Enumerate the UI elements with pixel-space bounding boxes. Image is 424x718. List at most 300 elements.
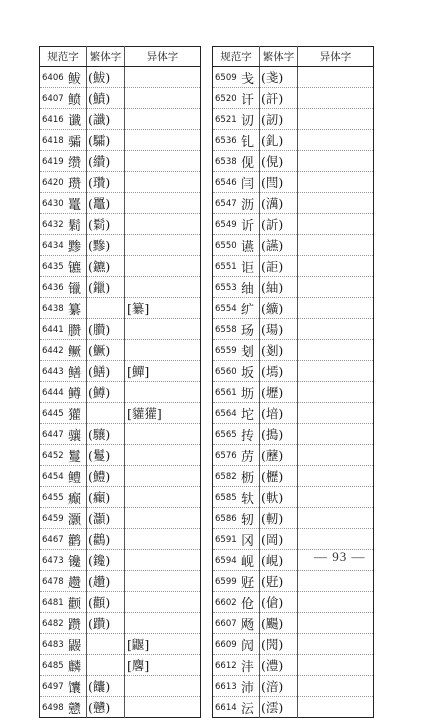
variant-character <box>125 193 201 214</box>
header-traditional: 繁体字 <box>260 47 298 67</box>
standard-cell <box>40 109 87 130</box>
variant-character <box>298 445 374 466</box>
right-character-table <box>212 46 374 718</box>
traditional-character: (鱒) <box>87 382 125 403</box>
standard-cell <box>40 340 87 361</box>
variant-character <box>298 655 374 676</box>
variant-character: [鼴] <box>125 634 201 655</box>
traditional-character: (饢) <box>87 676 125 697</box>
character-code: 6536 <box>215 135 237 146</box>
traditional-character: (颺) <box>260 613 298 634</box>
table-row <box>213 256 374 277</box>
variant-character <box>125 487 201 508</box>
variant-character <box>125 277 201 298</box>
table-row <box>213 277 374 298</box>
variant-character <box>125 256 201 277</box>
standard-cell <box>213 256 260 277</box>
standard-cell <box>213 109 260 130</box>
standard-cell <box>213 403 260 424</box>
variant-character <box>298 67 374 88</box>
standard-cell <box>213 319 260 340</box>
standard-cell <box>213 508 260 529</box>
character-code: 6538 <box>215 156 237 167</box>
character-code: 6478 <box>42 576 64 587</box>
traditional-character: (澫) <box>260 193 298 214</box>
variant-character <box>125 697 201 718</box>
traditional-character: (櫪) <box>260 466 298 487</box>
traditional-character: (峴) <box>260 550 298 571</box>
variant-character <box>298 151 374 172</box>
traditional-character: (湆) <box>260 676 298 697</box>
standard-cell <box>40 361 87 382</box>
standard-cell <box>40 676 87 697</box>
table-row <box>40 634 201 655</box>
variant-character <box>298 340 374 361</box>
traditional-character: (墕) <box>260 361 298 382</box>
standard-character: 飏 <box>241 618 255 633</box>
character-code: 6419 <box>42 156 64 167</box>
page-number: — 93 — <box>314 549 366 564</box>
standard-character: 躜 <box>68 618 82 633</box>
traditional-character: (詎) <box>260 256 298 277</box>
standard-cell <box>213 340 260 361</box>
table-row <box>40 487 201 508</box>
standard-character: 讱 <box>241 114 255 129</box>
traditional-character: (纊) <box>260 298 298 319</box>
table-row <box>40 676 201 697</box>
variant-character <box>125 151 201 172</box>
character-code: 6467 <box>42 534 64 545</box>
standard-character: 伣 <box>241 156 255 171</box>
standard-character: 鹳 <box>68 534 82 549</box>
variant-character <box>298 403 374 424</box>
variant-character <box>125 67 201 88</box>
table-row <box>40 424 201 445</box>
traditional-character: (戇) <box>87 697 125 718</box>
standard-character: 鳟 <box>68 387 82 402</box>
character-code: 6497 <box>42 681 64 692</box>
variant-character <box>298 109 374 130</box>
standard-cell <box>40 508 87 529</box>
variant-character <box>125 445 201 466</box>
standard-character: 鲅 <box>68 72 82 87</box>
standard-character: 抟 <box>241 429 255 444</box>
traditional-character: (驤) <box>87 424 125 445</box>
standard-cell <box>40 88 87 109</box>
character-code: 6452 <box>42 450 64 461</box>
variant-character <box>298 529 374 550</box>
standard-cell <box>40 193 87 214</box>
character-code: 6473 <box>42 555 64 566</box>
variant-character <box>125 214 201 235</box>
standard-character: 鼍 <box>68 198 82 213</box>
standard-character: 癫 <box>68 492 82 507</box>
standard-cell <box>213 466 260 487</box>
character-code: 6481 <box>42 597 64 608</box>
variant-character <box>125 424 201 445</box>
character-code: 6483 <box>42 639 64 650</box>
standard-character: 坨 <box>241 408 255 423</box>
standard-character: 讦 <box>241 93 255 108</box>
table-row <box>213 298 374 319</box>
variant-character <box>298 697 374 718</box>
character-code: 6551 <box>215 261 237 272</box>
table-row <box>40 445 201 466</box>
character-code: 6565 <box>215 429 237 440</box>
variant-character <box>298 88 374 109</box>
traditional-character: (紬) <box>260 277 298 298</box>
character-code: 6559 <box>215 345 237 356</box>
standard-cell <box>40 445 87 466</box>
standard-cell <box>40 319 87 340</box>
table-row <box>40 319 201 340</box>
left-character-table <box>39 46 201 718</box>
variant-character <box>298 193 374 214</box>
traditional-character: (顴) <box>87 592 125 613</box>
character-code: 6549 <box>215 219 237 230</box>
traditional-character: (剗) <box>260 340 298 361</box>
standard-character: 纩 <box>241 303 255 318</box>
standard-character: 臜 <box>68 324 82 339</box>
standard-cell <box>213 361 260 382</box>
standard-cell <box>40 613 87 634</box>
standard-cell <box>40 466 87 487</box>
table-row <box>213 214 374 235</box>
character-code: 6447 <box>42 429 64 440</box>
variant-character: [鱓] <box>125 361 201 382</box>
variant-character <box>298 235 374 256</box>
traditional-character: (鸛) <box>87 529 125 550</box>
header-variant: 异体字 <box>298 47 374 67</box>
variant-character <box>125 676 201 697</box>
character-code: 6442 <box>42 345 64 356</box>
variant-character <box>125 88 201 109</box>
table-row <box>213 487 374 508</box>
standard-character: 鳝 <box>68 366 82 381</box>
table-row <box>40 235 201 256</box>
table-row <box>213 382 374 403</box>
standard-cell <box>213 697 260 718</box>
variant-character <box>125 508 201 529</box>
table-row <box>40 67 201 88</box>
character-code: 6553 <box>215 282 237 293</box>
variant-character <box>125 235 201 256</box>
traditional-character: (鮁) <box>87 67 125 88</box>
standard-cell <box>213 130 260 151</box>
standard-cell <box>40 403 87 424</box>
standard-cell <box>213 424 260 445</box>
traditional-character: (訐) <box>260 88 298 109</box>
standard-character: 镳 <box>68 261 82 276</box>
standard-character: 冈 <box>241 534 255 549</box>
character-code: 6482 <box>42 618 64 629</box>
standard-character: 䜣 <box>241 219 255 234</box>
character-code: 6546 <box>215 177 237 188</box>
variant-character <box>298 319 374 340</box>
table-row <box>213 172 374 193</box>
table-row <box>213 403 374 424</box>
variant-character <box>125 172 201 193</box>
standard-character: 谶 <box>68 114 82 129</box>
traditional-character: (岡) <box>260 529 298 550</box>
character-code: 6550 <box>215 240 237 251</box>
table-row <box>213 445 374 466</box>
character-code: 6607 <box>215 618 237 629</box>
table-row <box>40 571 201 592</box>
standard-cell <box>213 676 260 697</box>
standard-character: 骧 <box>68 429 82 444</box>
table-row <box>213 529 374 550</box>
character-code: 6520 <box>215 93 237 104</box>
variant-character <box>125 340 201 361</box>
standard-cell <box>213 193 260 214</box>
variant-character <box>125 130 201 151</box>
traditional-character: (閌) <box>260 634 298 655</box>
table-row <box>213 319 374 340</box>
standard-character: 戋 <box>241 72 255 87</box>
traditional-character: (躦) <box>87 613 125 634</box>
character-code: 6430 <box>42 198 64 209</box>
table-row <box>213 571 374 592</box>
table-row <box>213 235 374 256</box>
standard-character: 骦 <box>68 135 82 150</box>
standard-character: 觃 <box>241 576 255 591</box>
table-row <box>213 151 374 172</box>
table-row <box>40 151 201 172</box>
standard-character: 䌷 <box>241 282 255 297</box>
character-code: 6485 <box>42 660 64 671</box>
table-row <box>213 130 374 151</box>
header-row <box>213 47 374 67</box>
character-code: 6434 <box>42 240 64 251</box>
standard-character: 颧 <box>68 597 82 612</box>
standard-cell <box>40 550 87 571</box>
table-row <box>40 550 201 571</box>
character-code: 6459 <box>42 513 64 524</box>
standard-character: 伧 <box>241 597 255 612</box>
standard-character: 钆 <box>241 135 255 150</box>
standard-cell <box>213 151 260 172</box>
standard-cell <box>213 655 260 676</box>
table-row <box>40 592 201 613</box>
variant-character <box>298 676 374 697</box>
table-row <box>213 508 374 529</box>
standard-cell <box>40 655 87 676</box>
table-row <box>213 676 374 697</box>
variant-character <box>298 298 374 319</box>
table-row <box>213 88 374 109</box>
character-code: 6591 <box>215 534 237 545</box>
standard-character: 镵 <box>68 555 82 570</box>
standard-cell <box>213 214 260 235</box>
standard-cell <box>40 67 87 88</box>
standard-cell <box>40 235 87 256</box>
variant-character <box>125 613 201 634</box>
standard-character: 闫 <box>241 177 255 192</box>
table-row <box>40 508 201 529</box>
standard-character: 鬘 <box>68 450 82 465</box>
table-row <box>213 361 374 382</box>
standard-cell <box>213 592 260 613</box>
standard-cell <box>213 235 260 256</box>
traditional-character: (堷) <box>260 403 298 424</box>
character-code: 6586 <box>215 513 237 524</box>
standard-character: 轫 <box>241 513 255 528</box>
standard-character: 沥 <box>241 198 255 213</box>
variant-character <box>298 487 374 508</box>
traditional-character: (纘) <box>87 151 125 172</box>
traditional-character: (澐) <box>260 697 298 718</box>
table-row <box>40 130 201 151</box>
table-row <box>40 277 201 298</box>
variant-character: [貛獾] <box>125 403 201 424</box>
traditional-character <box>87 298 125 319</box>
table-row <box>40 340 201 361</box>
character-code: 6454 <box>42 471 64 482</box>
standard-cell <box>40 298 87 319</box>
standard-character: 獾 <box>68 408 82 423</box>
character-code: 6576 <box>215 450 237 461</box>
traditional-character: (搗) <box>260 424 298 445</box>
character-code: 6418 <box>42 135 64 146</box>
character-code: 6420 <box>42 177 64 188</box>
character-code: 6435 <box>42 261 64 272</box>
character-code: 6445 <box>42 408 64 419</box>
character-code: 6558 <box>215 324 237 335</box>
variant-character <box>125 529 201 550</box>
character-code: 6609 <box>215 639 237 650</box>
character-code: 6547 <box>215 198 237 209</box>
traditional-character: (覎) <box>260 571 298 592</box>
standard-cell <box>40 529 87 550</box>
traditional-character: (瓚) <box>87 172 125 193</box>
character-code: 6443 <box>42 366 64 377</box>
standard-character: 馕 <box>68 681 82 696</box>
traditional-character <box>87 655 125 676</box>
standard-cell <box>40 382 87 403</box>
standard-character: 鳢 <box>68 471 82 486</box>
traditional-character: (鑱) <box>87 550 125 571</box>
header-standard: 规范字 <box>40 47 87 67</box>
traditional-character: (鼉) <box>87 193 125 214</box>
traditional-character: (藶) <box>260 445 298 466</box>
standard-cell <box>213 571 260 592</box>
character-code: 6582 <box>215 471 237 482</box>
character-code: 6561 <box>215 387 237 398</box>
table-row <box>40 361 201 382</box>
standard-cell <box>40 592 87 613</box>
table-row <box>213 109 374 130</box>
standard-cell <box>213 613 260 634</box>
table-row <box>40 256 201 277</box>
traditional-character: (鬁) <box>87 214 125 235</box>
table-row <box>40 298 201 319</box>
standard-character: 麟 <box>68 660 82 675</box>
standard-cell <box>213 382 260 403</box>
character-code: 6602 <box>215 597 237 608</box>
standard-cell <box>40 424 87 445</box>
character-code: 6521 <box>215 114 237 125</box>
standard-cell <box>40 172 87 193</box>
variant-character <box>298 508 374 529</box>
standard-cell <box>213 550 260 571</box>
table-row <box>40 193 201 214</box>
standard-cell <box>213 172 260 193</box>
standard-character: 轪 <box>241 492 255 507</box>
standard-character: 玚 <box>241 324 255 339</box>
character-code: 6612 <box>215 660 237 671</box>
variant-character <box>298 382 374 403</box>
character-code: 6436 <box>42 282 64 293</box>
table-row <box>213 697 374 718</box>
left-table-body <box>40 67 201 718</box>
standard-character: 沣 <box>241 660 255 675</box>
traditional-character: (戔) <box>260 67 298 88</box>
character-code: 6564 <box>215 408 237 419</box>
traditional-character: (驦) <box>87 130 125 151</box>
standard-cell <box>213 529 260 550</box>
character-code: 6509 <box>215 72 237 83</box>
standard-character: 鬁 <box>68 219 82 234</box>
standard-cell <box>40 571 87 592</box>
table-row <box>40 613 201 634</box>
variant-character <box>298 277 374 298</box>
traditional-character: (鱝) <box>87 88 125 109</box>
traditional-character: (鱔) <box>87 361 125 382</box>
traditional-character: (臢) <box>87 319 125 340</box>
standard-character: 讵 <box>241 261 255 276</box>
standard-character: 趱 <box>68 576 82 591</box>
standard-cell <box>213 277 260 298</box>
table-row <box>40 109 201 130</box>
standard-cell <box>213 298 260 319</box>
standard-cell <box>213 487 260 508</box>
character-code: 6416 <box>42 114 64 125</box>
character-code: 6407 <box>42 93 64 104</box>
standard-character: 刬 <box>241 345 255 360</box>
traditional-character: (鱧) <box>87 466 125 487</box>
traditional-character: (鱖) <box>87 340 125 361</box>
standard-cell <box>40 487 87 508</box>
standard-cell <box>213 634 260 655</box>
traditional-character: (黲) <box>87 235 125 256</box>
traditional-character: (鬘) <box>87 445 125 466</box>
table-row <box>40 88 201 109</box>
standard-character: 岘 <box>241 555 255 570</box>
table-row <box>213 67 374 88</box>
character-code: 6441 <box>42 324 64 335</box>
standard-character: 纂 <box>68 303 82 318</box>
variant-character <box>298 613 374 634</box>
table-row <box>40 172 201 193</box>
standard-character: 缵 <box>68 156 82 171</box>
header-variant: 异体字 <box>125 47 201 67</box>
table-row <box>213 613 374 634</box>
traditional-character: (俔) <box>260 151 298 172</box>
standard-character: 黪 <box>68 240 82 255</box>
character-code: 6613 <box>215 681 237 692</box>
table-row <box>40 214 201 235</box>
variant-character <box>125 550 201 571</box>
character-code: 6599 <box>215 576 237 587</box>
table-row <box>213 655 374 676</box>
traditional-character: (趲) <box>87 571 125 592</box>
table-row <box>40 382 201 403</box>
variant-character <box>125 382 201 403</box>
traditional-character: (癲) <box>87 487 125 508</box>
traditional-character: (傖) <box>260 592 298 613</box>
table-row <box>40 529 201 550</box>
